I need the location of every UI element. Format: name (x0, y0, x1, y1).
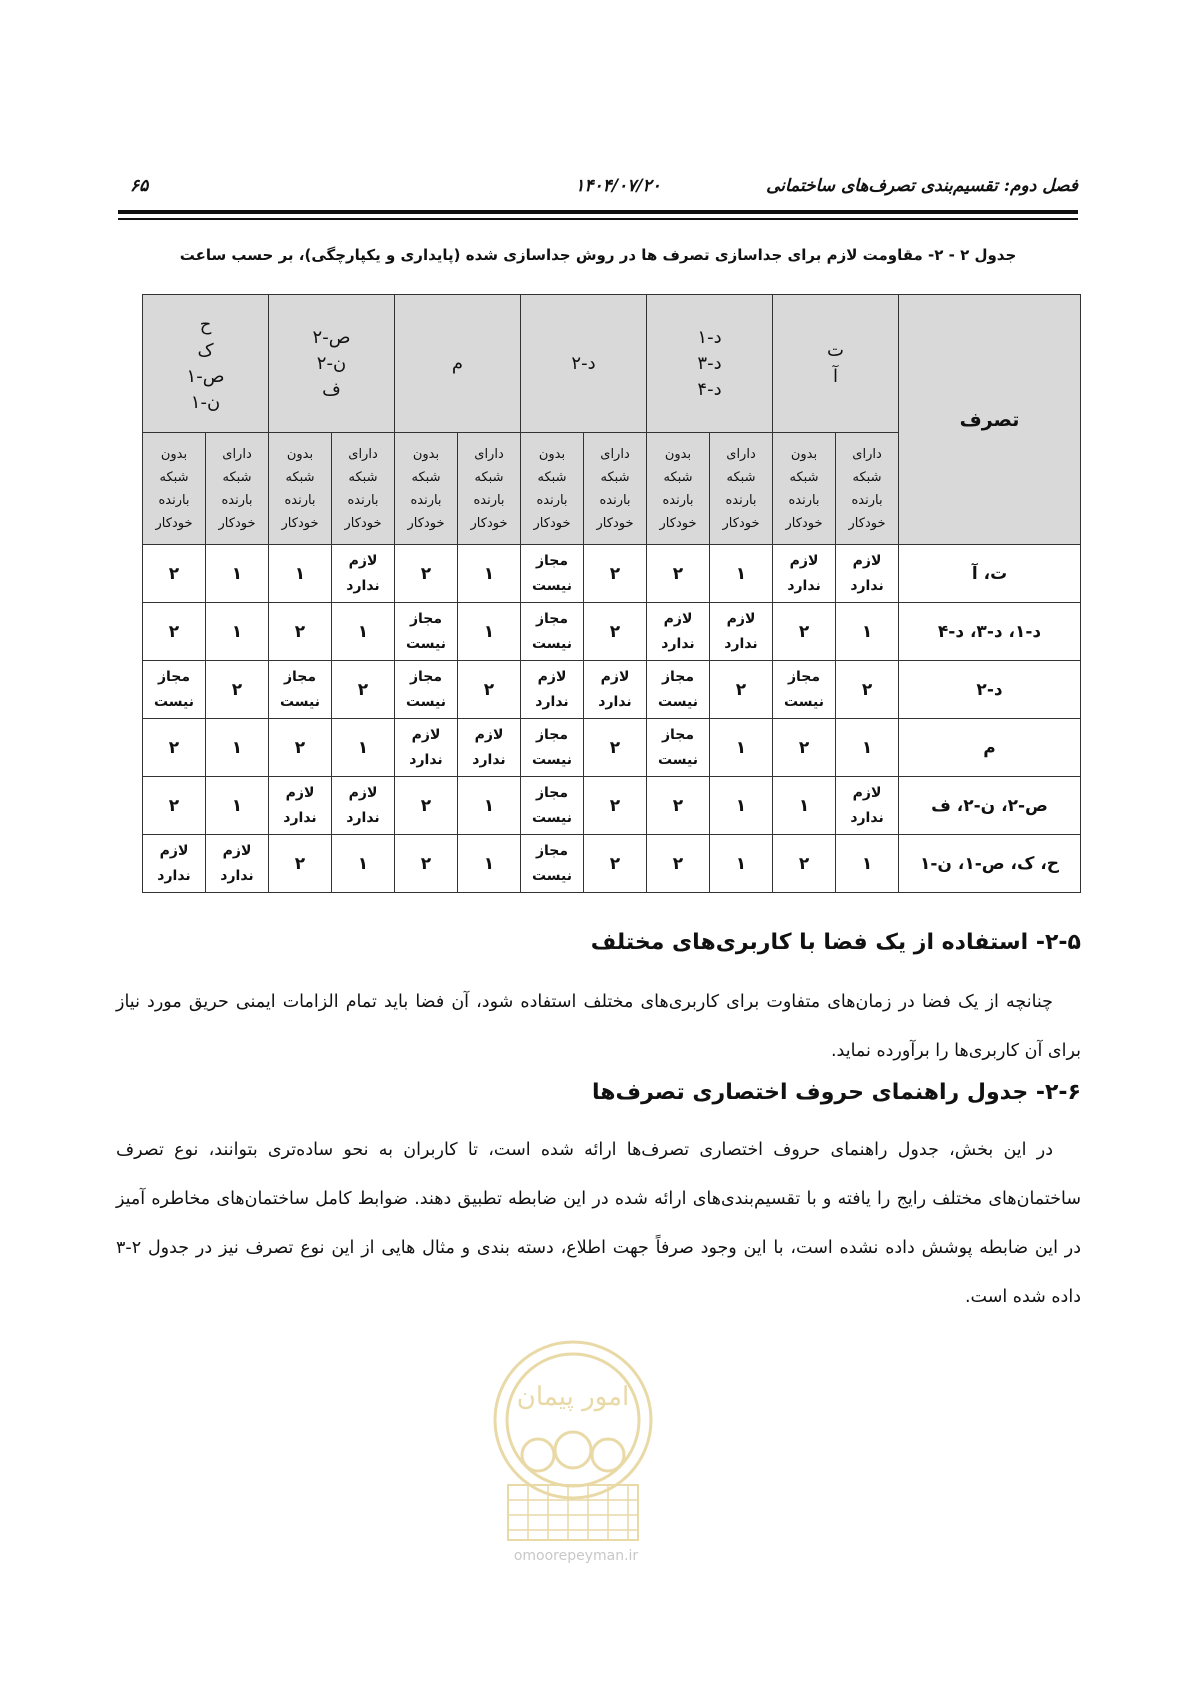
table-cell: ۲ (395, 545, 458, 603)
sub-header-with-sprinkler (836, 433, 899, 545)
table-cell: ۱ (332, 603, 395, 661)
table-cell (647, 719, 710, 777)
sub-header-word: شبکه (537, 469, 567, 485)
row-label: ح، ک، ص-۱، ن-۱ (899, 835, 1081, 893)
page-number: ۶۵ (130, 176, 149, 196)
sub-header-with-sprinkler (332, 433, 395, 545)
cell-word: نیست (153, 693, 195, 710)
table-caption: جدول ۲ - ۲- مقاومت لازم برای جداسازی تصرف ها در روش جداسازی شده (پایداری و یکپارچگی)، بر حسب ساعت (179, 246, 1017, 264)
table-cell: ۲ (143, 777, 206, 835)
cell-word: مجاز (535, 726, 569, 743)
sub-header-word: بارنده (410, 492, 442, 508)
table-cell (584, 661, 647, 719)
cell-word: لازم (600, 668, 630, 685)
table-cell: ۱ (773, 777, 836, 835)
sub-header-word: شبکه (474, 469, 504, 485)
table-cell: ۱ (710, 777, 773, 835)
section-paragraph: چنانچه از یک فضا در زمان‌های متفاوت برای کاربری‌های مختلف استفاده شود، آن فضا باید تمام الزامات ایمنی حریق مورد نیاز برای آن کاربری‌ها را برآورده نماید. (116, 992, 1081, 1061)
table-row (143, 661, 1081, 719)
sub-header-with-sprinkler (710, 433, 773, 545)
cell-word: مجاز (535, 842, 569, 859)
corner-label: تصرف (899, 295, 1081, 545)
table-cell: ۱ (458, 777, 521, 835)
table-cell: ۲ (647, 777, 710, 835)
sub-header-word: دارای (348, 446, 378, 462)
sub-header-with-sprinkler (206, 433, 269, 545)
cell-word: مجاز (409, 668, 443, 685)
table-cell (521, 835, 584, 893)
sub-header-word: شبکه (600, 469, 630, 485)
sub-header-word: بدون (412, 446, 440, 462)
header-rule-thick (118, 210, 1078, 214)
sub-header-word: دارای (726, 446, 756, 462)
cell-word: نیست (657, 693, 699, 710)
sub-header-word: خودکار (596, 515, 634, 531)
sub-header-word: شبکه (852, 469, 882, 485)
watermark-logo (488, 1325, 658, 1550)
cell-word: نیست (531, 751, 573, 768)
table-cell (521, 661, 584, 719)
table-cell (647, 661, 710, 719)
table-cell (521, 777, 584, 835)
group-header-line: د-۱ (697, 326, 722, 348)
table-cell: ۲ (584, 777, 647, 835)
row-label: د-۱، د-۳، د-۴ (899, 603, 1081, 661)
cell-word: لازم (852, 784, 882, 801)
cell-word: نیست (531, 809, 573, 826)
table-cell (143, 835, 206, 893)
cell-word: ندارد (598, 693, 632, 710)
cell-word: ندارد (157, 867, 191, 884)
sub-header-word: بارنده (347, 492, 379, 508)
group-header-line: ف (322, 378, 341, 400)
sub-header-word: بدون (664, 446, 692, 462)
table-cell: ۲ (647, 835, 710, 893)
sub-header-word: بدون (160, 446, 188, 462)
row-label: ص-۲، ن-۲، ف (899, 777, 1081, 835)
table-cell (269, 661, 332, 719)
table-cell: ۲ (710, 661, 773, 719)
table-cell: ۱ (710, 835, 773, 893)
sub-header-word: بارنده (851, 492, 883, 508)
table-cell (269, 777, 332, 835)
table-cell: ۱ (206, 545, 269, 603)
cell-word: مجاز (787, 668, 821, 685)
cell-word: لازم (222, 842, 252, 859)
sub-header-word: شبکه (222, 469, 252, 485)
table-cell: ۱ (710, 719, 773, 777)
sub-header-with-sprinkler (458, 433, 521, 545)
sub-header-word: بارنده (284, 492, 316, 508)
header-date: ۱۴۰۴/۰۷/۲۰ (575, 176, 661, 196)
cell-word: مجاز (535, 552, 569, 569)
group-header (521, 295, 647, 433)
group-header-line: د-۳ (697, 352, 722, 374)
table-row (143, 835, 1081, 893)
table-cell: ۲ (836, 661, 899, 719)
sub-header-word: بارنده (662, 492, 694, 508)
table-cell: ۲ (584, 545, 647, 603)
cell-word: لازم (726, 610, 756, 627)
group-header-line: ک (197, 339, 214, 361)
table-cell: ۲ (647, 545, 710, 603)
section-heading: ۲-۶- جدول راهنمای حروف اختصاری تصرف‌ها (592, 1080, 1081, 1105)
table-cell: ۱ (206, 719, 269, 777)
sub-header-word: دارای (222, 446, 252, 462)
sub-header-word: بدون (790, 446, 818, 462)
group-header-line: ت (827, 339, 844, 361)
cell-word: مجاز (283, 668, 317, 685)
sub-header-word: بارنده (221, 492, 253, 508)
cell-word: ندارد (850, 577, 884, 594)
table-cell (521, 719, 584, 777)
table-cell: ۲ (458, 661, 521, 719)
table-cell (521, 603, 584, 661)
sub-header-word: شبکه (159, 469, 189, 485)
table-cell: ۱ (836, 603, 899, 661)
sub-header-word: دارای (474, 446, 504, 462)
sub-header-word: خودکار (785, 515, 823, 531)
group-header (773, 295, 899, 433)
group-header-line: ن-۲ (316, 352, 347, 374)
sub-header-word: خودکار (848, 515, 886, 531)
cell-word: نیست (531, 635, 573, 652)
cell-word: لازم (348, 784, 378, 801)
table-cell: ۲ (584, 719, 647, 777)
sub-header-word: خودکار (344, 515, 382, 531)
sub-header-word: شبکه (789, 469, 819, 485)
table-cell (395, 603, 458, 661)
sub-header-word: شبکه (663, 469, 693, 485)
cell-word: مجاز (409, 610, 443, 627)
table-cell: ۲ (143, 603, 206, 661)
table-cell: ۱ (836, 835, 899, 893)
table-cell: ۲ (584, 835, 647, 893)
group-header-line: د-۲ (571, 352, 596, 374)
separation-table (142, 294, 1081, 893)
cell-word: ندارد (535, 693, 569, 710)
group-header-line: ن-۱ (190, 391, 221, 413)
cell-word: مجاز (661, 726, 695, 743)
table-body (143, 545, 1081, 893)
sub-header-word: خودکار (470, 515, 508, 531)
chapter-title: فصل دوم: تقسیم‌بندی تصرف‌های ساختمانی (766, 176, 1078, 196)
table-cell (458, 719, 521, 777)
group-header (143, 295, 269, 433)
cell-word: نیست (279, 693, 321, 710)
sub-header-without-sprinkler (521, 433, 584, 545)
sub-header-word: خودکار (722, 515, 760, 531)
table-cell: ۱ (710, 545, 773, 603)
sub-header-word: شبکه (411, 469, 441, 485)
cell-word: ندارد (346, 577, 380, 594)
row-label: د-۲ (899, 661, 1081, 719)
table-cell: ۲ (269, 835, 332, 893)
table-cell: ۲ (143, 719, 206, 777)
table-cell: ۱ (458, 835, 521, 893)
sub-header-word: دارای (600, 446, 630, 462)
table-cell (395, 661, 458, 719)
group-header-line: آ (833, 365, 839, 387)
cell-word: لازم (852, 552, 882, 569)
table-cell: ۲ (584, 603, 647, 661)
sub-header-word: شبکه (285, 469, 315, 485)
table-cell: ۲ (269, 719, 332, 777)
table-cell: ۱ (332, 835, 395, 893)
cell-word: ندارد (283, 809, 317, 826)
cell-word: لازم (159, 842, 189, 859)
sub-header-word: خودکار (407, 515, 445, 531)
table-cell: ۲ (773, 603, 836, 661)
cell-word: لازم (285, 784, 315, 801)
table-cell: ۲ (269, 603, 332, 661)
sub-header-word: خودکار (533, 515, 571, 531)
row-label: م (899, 719, 1081, 777)
sub-header-with-sprinkler (584, 433, 647, 545)
cell-word: نیست (531, 867, 573, 884)
cell-word: ندارد (787, 577, 821, 594)
table-cell (332, 777, 395, 835)
section-heading: ۲-۵- استفاده از یک فضا با کاربری‌های مختلف (590, 930, 1081, 955)
table-cell: ۱ (458, 545, 521, 603)
table-cell (143, 661, 206, 719)
group-header-line: ح (199, 313, 212, 335)
sub-header-word: شبکه (348, 469, 378, 485)
sub-header-word: خودکار (218, 515, 256, 531)
watermark-url: omoorepeyman.ir (513, 1548, 639, 1564)
group-header (647, 295, 773, 433)
cell-word: لازم (663, 610, 693, 627)
table-row (143, 719, 1081, 777)
group-header (395, 295, 521, 433)
sub-header-word: بارنده (725, 492, 757, 508)
cell-word: نیست (405, 693, 447, 710)
table-cell: ۱ (332, 719, 395, 777)
header-row-groups (143, 295, 1081, 433)
cell-word: لازم (537, 668, 567, 685)
sub-header-word: شبکه (726, 469, 756, 485)
sub-header-without-sprinkler (647, 433, 710, 545)
row-label: ت، آ (899, 545, 1081, 603)
table-cell (836, 777, 899, 835)
cell-word: مجاز (535, 610, 569, 627)
sub-header-word: دارای (852, 446, 882, 462)
cell-word: نیست (783, 693, 825, 710)
table-cell: ۲ (773, 719, 836, 777)
table-cell (836, 545, 899, 603)
cell-word: مجاز (661, 668, 695, 685)
sub-header-word: بارنده (536, 492, 568, 508)
table-cell: ۱ (206, 777, 269, 835)
sub-header-without-sprinkler (773, 433, 836, 545)
sub-header-word: بارنده (473, 492, 505, 508)
table-row (143, 545, 1081, 603)
cell-word: لازم (789, 552, 819, 569)
cell-word: ندارد (409, 751, 443, 768)
watermark-logo-text: امور پیمان (516, 1382, 630, 1412)
table-cell: ۲ (143, 545, 206, 603)
cell-word: مجاز (157, 668, 191, 685)
sub-header-word: بدون (538, 446, 566, 462)
table-row (143, 777, 1081, 835)
table-cell (710, 603, 773, 661)
table-cell (395, 719, 458, 777)
cell-word: ندارد (220, 867, 254, 884)
sub-header-without-sprinkler (269, 433, 332, 545)
table-cell: ۱ (458, 603, 521, 661)
group-header-line: ص-۲ (312, 326, 351, 348)
group-header (269, 295, 395, 433)
sub-header-word: خودکار (281, 515, 319, 531)
cell-word: نیست (405, 635, 447, 652)
table-cell (521, 545, 584, 603)
sub-header-word: بارنده (788, 492, 820, 508)
table-cell (206, 835, 269, 893)
cell-word: ندارد (724, 635, 758, 652)
cell-word: لازم (348, 552, 378, 569)
cell-word: ندارد (850, 809, 884, 826)
table-cell: ۱ (269, 545, 332, 603)
cell-word: نیست (531, 577, 573, 594)
table-cell: ۲ (395, 835, 458, 893)
table-row (143, 603, 1081, 661)
cell-word: ندارد (346, 809, 380, 826)
table-cell: ۲ (206, 661, 269, 719)
group-header-line: ص-۱ (186, 365, 225, 387)
page-header (118, 176, 1078, 206)
cell-word: لازم (474, 726, 504, 743)
table-cell: ۱ (206, 603, 269, 661)
cell-word: نیست (657, 751, 699, 768)
sub-header-word: بارنده (599, 492, 631, 508)
sub-header-word: بدون (286, 446, 314, 462)
cell-word: لازم (411, 726, 441, 743)
table-cell: ۲ (773, 835, 836, 893)
header-rule-thin (118, 218, 1078, 220)
section-paragraph: در این بخش، جدول راهنمای حروف اختصاری تصرف‌ها ارائه شده است، تا کاربران به نحو ساده‌تری بتوانند، نوع تصرف ساختمان‌های مختلف رایج را یافته و با تقسیم‌بندی‌های ارائه شده در این ضابطه تطبیق دهند. ضوابط کامل ساختمان‌های مخاطره آمیز در این ضابطه پوشش داده نشده است، با این وجود صرفاً جهت اطلاع، دسته بندی و مثال هایی از این نوع تصرف نیز در جدول ۲-۳ داده شده است. (116, 1140, 1081, 1307)
table-cell: ۲ (395, 777, 458, 835)
sub-header-without-sprinkler (143, 433, 206, 545)
table-cell (773, 661, 836, 719)
table-cell (332, 545, 395, 603)
sub-header-word: بارنده (158, 492, 190, 508)
group-header-line: د-۴ (697, 378, 722, 400)
cell-word: ندارد (661, 635, 695, 652)
table-cell: ۱ (836, 719, 899, 777)
sub-header-word: خودکار (659, 515, 697, 531)
sub-header-word: خودکار (155, 515, 193, 531)
table-cell (647, 603, 710, 661)
cell-word: ندارد (472, 751, 506, 768)
table-cell: ۲ (332, 661, 395, 719)
table-cell (773, 545, 836, 603)
cell-word: مجاز (535, 784, 569, 801)
group-header-line: م (451, 352, 464, 374)
sub-header-without-sprinkler (395, 433, 458, 545)
